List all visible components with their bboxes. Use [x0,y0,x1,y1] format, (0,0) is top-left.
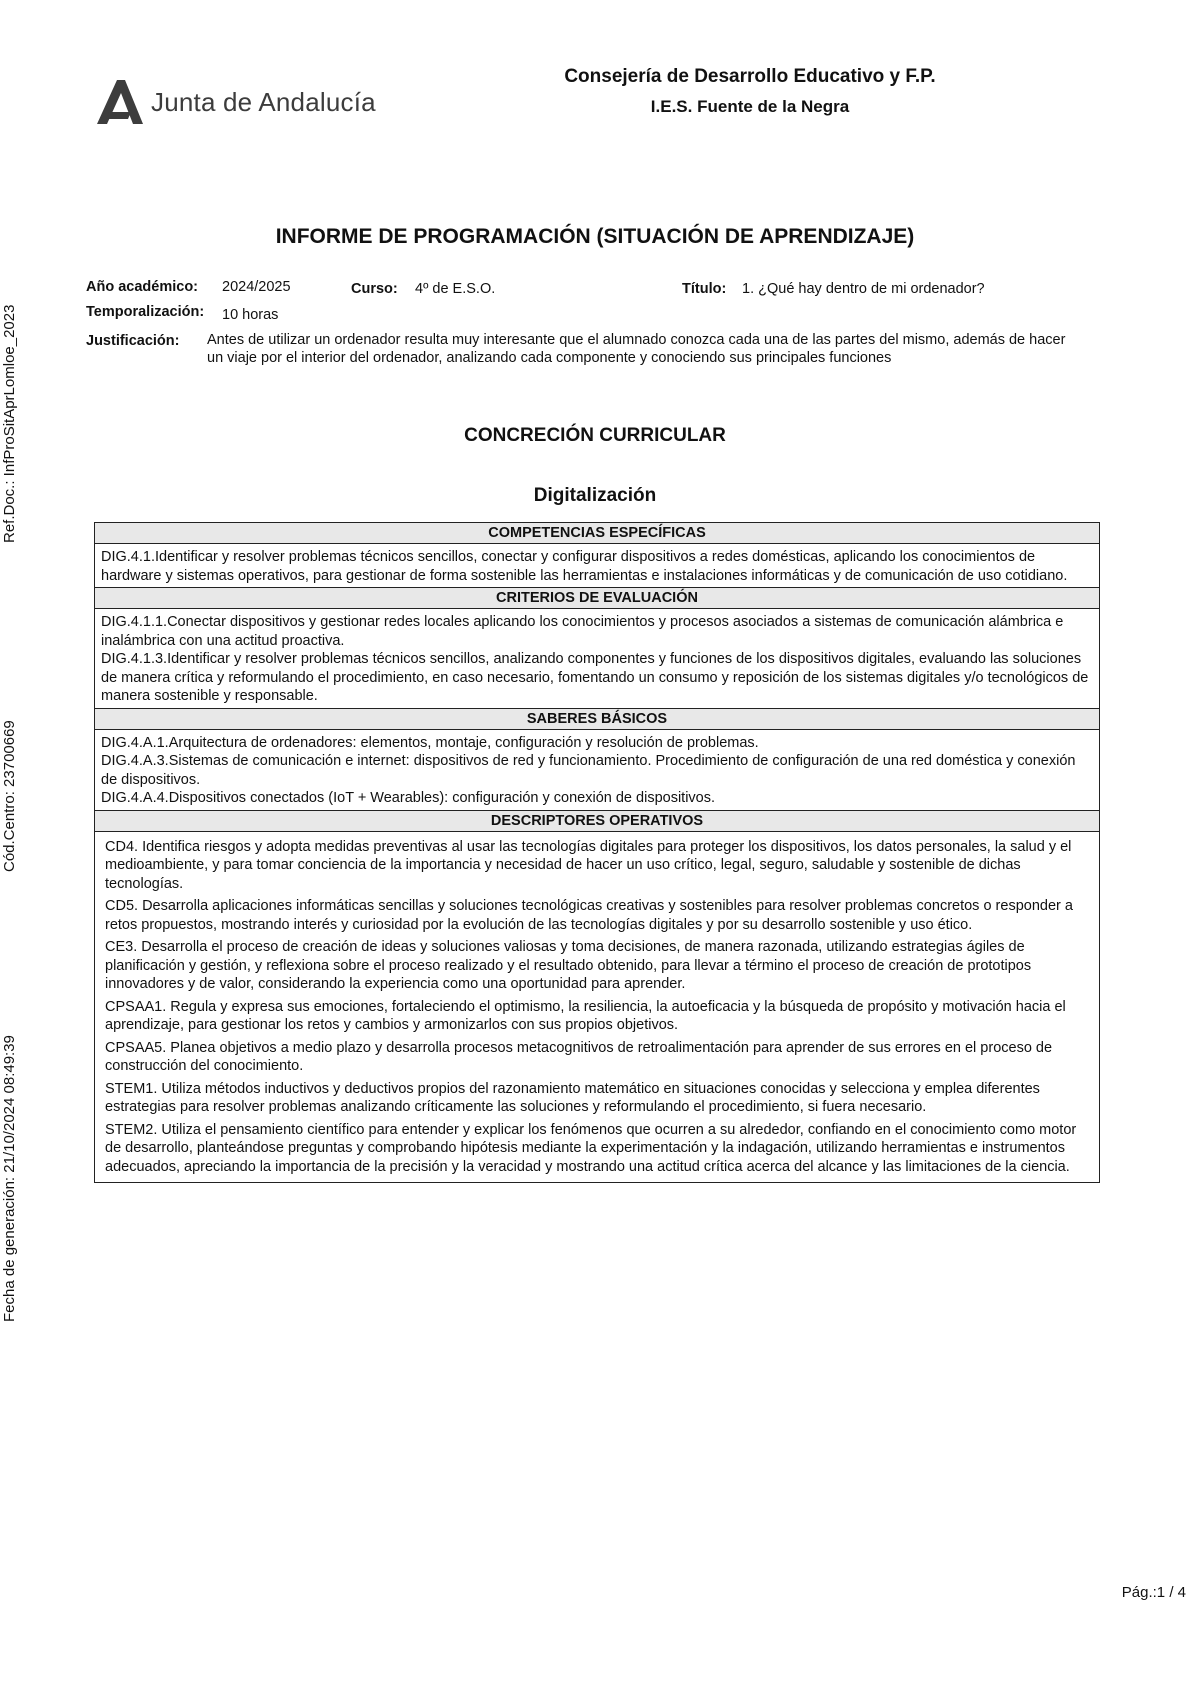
header-right [520,66,980,117]
criterio-item: DIG.4.1.1.Conectar dispositivos y gestionar redes locales aplicando los conocimientos y procesos asociados a sistemas de comunicación alámbrica e inalámbrica con una actitud proactiva. [101,614,1064,649]
descriptor-item: CD4. Identifica riesgos y adopta medidas preventivas al usar las tecnologías digitales para proteger los dispositivos, los datos personales, la salud y el medioambiente, y para tomar conciencia de la importancia y necesidad de hacer un uso crítico, legal, seguro, saludable y sostenible de dichas tecnologías. [105,838,1072,892]
saber-item: DIG.4.A.1.Arquitectura de ordenadores: elementos, montaje, configuración y resolución de problemas. [101,734,759,751]
descriptor-item: STEM2. Utiliza el pensamiento científico para entender y explicar los fenómenos que ocurren a su alrededor, confiando en el conocimiento como motor de desarrollo, planteándose preguntas y comprobando hipótesis mediante la experimentación y la indagación, utilizando herramientas e instrumentos adecuados, apreciando la importancia de la precisión y la veracidad y mostrando una actitud crítica acerca del alcance y las limitaciones de la ciencia. [105,1121,1077,1175]
criterios-body [95,609,1099,708]
side-ref-doc: Ref.Doc.: InfProSitAprLomloe_2023 [1,304,18,543]
saber-item: DIG.4.A.4.Dispositivos conectados (IoT + Wearables): configuración y conexión de dispositivos. [101,790,716,806]
document-title: INFORME DE PROGRAMACIÓN (SITUACIÓN DE APRENDIZAJE) [275,225,915,248]
concrecion-title: CONCRECIÓN CURRICULAR [464,425,726,446]
saberes-body [95,730,1099,810]
descriptor-item: CE3. Desarrolla el proceso de creación de ideas y soluciones valiosas y toma decisiones, de manera razonada, utilizando estrategias ágiles de planificación y gestión, y reflexiona sobre el proceso realizado y el resultado obtenido, para llevar a término el proceso de creación de prototipos innovadores y de valor, considerando la experiencia como una oportunidad para aprender. [105,939,1032,992]
junta-logo [95,78,376,126]
saber-item: DIG.4.A.3.Sistemas de comunicación e internet: dispositivos de red y funcionamiento. Procedimiento de configuración de una red doméstica y conexión de dispositivos. [101,753,1076,788]
side-cod-centro: Cód.Centro: 23700669 [1,720,18,872]
competencia-item: DIG.4.1.Identificar y resolver problemas técnicos sencillos, conectar y configurar dispositivos a redes domésticas, aplicando los conocimientos de hardware y sistemas operativos, para gestionar de forma sostenible las herramientas e instalaciones informáticas y de comunicación de uso cotidiano. [101,549,1068,584]
descriptor-item: STEM1. Utiliza métodos inductivos y deductivos propios del razonamiento matemático en situaciones conocidas y selecciona y emplea diferentes estrategias para resolver problemas analizando críticamente las soluciones y reformulando el procedimiento, si fuera necesario. [105,1080,1040,1115]
justificacion-label: Justificación: [86,333,180,349]
descriptor-item: CPSAA5. Planea objetivos a medio plazo y desarrolla procesos metacognitivos de retroalimentación para aprender de sus errores en el proceso de construcción del conocimiento. [105,1039,1053,1074]
competencias-heading: COMPETENCIAS ESPECÍFICAS [95,523,1099,544]
curso-label: Curso: [351,281,398,297]
curso-value: 4º de E.S.O. [415,281,496,297]
materia-title: Digitalización [533,485,657,506]
side-fecha-generacion: Fecha de generación: 21/10/2024 08:49:39 [1,1035,18,1322]
descriptores-body [95,832,1099,1183]
criterio-item: DIG.4.1.3.Identificar y resolver problemas técnicos sencillos, analizando componentes y funciones de los dispositivos digitales, evaluando las soluciones de manera crítica y reformulando el procedimiento, en caso necesario, fomentando un consumo y reposición de los sistemas digitales y/o tecnológicos de manera sostenible y responsable. [101,651,1089,704]
temporalizacion-label: Temporalización: [86,304,205,320]
criterios-heading: CRITERIOS DE EVALUACIÓN [95,587,1099,609]
consejeria: Consejería de Desarrollo Educativo y F.P. [564,66,936,87]
logo-text: Junta de Andalucía [151,86,376,117]
anio-value: 2024/2025 [222,279,291,295]
saberes-heading: SABERES BÁSICOS [95,708,1099,730]
page-number: Pág.:1 / 4 [1121,1584,1186,1601]
temporalizacion-value: 10 horas [222,307,279,323]
titulo-label: Título: [682,281,727,297]
descriptor-item: CPSAA1. Regula y expresa sus emociones, fortaleciendo el optimismo, la resiliencia, la autoeficacia y la búsqueda de propósito y motivación hacia el aprendizaje, para gestionar los retos y cambios y armonizarlos con sus propios objetivos. [105,998,1066,1033]
competencias-body [95,544,1099,587]
curriculum-table [94,522,1100,1183]
justificacion-value: Antes de utilizar un ordenador resulta muy interesante que el alumnado conozca cada una de las partes del mismo, además de hacer un viaje por el interior del ordenador, analizando cada componente y conociendo sus principales funciones [207,332,1066,366]
descriptores-heading: DESCRIPTORES OPERATIVOS [95,810,1099,832]
titulo-value: 1. ¿Qué hay dentro de mi ordenador? [742,281,985,297]
descriptor-item: CD5. Desarrolla aplicaciones informáticas sencillas y soluciones tecnológicas creativas y sostenibles para resolver problemas concretos o responder a retos propuestos, mostrando interés y curiosidad por la evolución de las tecnologías digitales y por su desarrollo sostenible y uso ético. [105,898,1073,933]
centro: I.E.S. Fuente de la Negra [650,97,850,116]
anio-label: Año académico: [86,279,198,295]
junta-logo-icon [95,78,145,126]
